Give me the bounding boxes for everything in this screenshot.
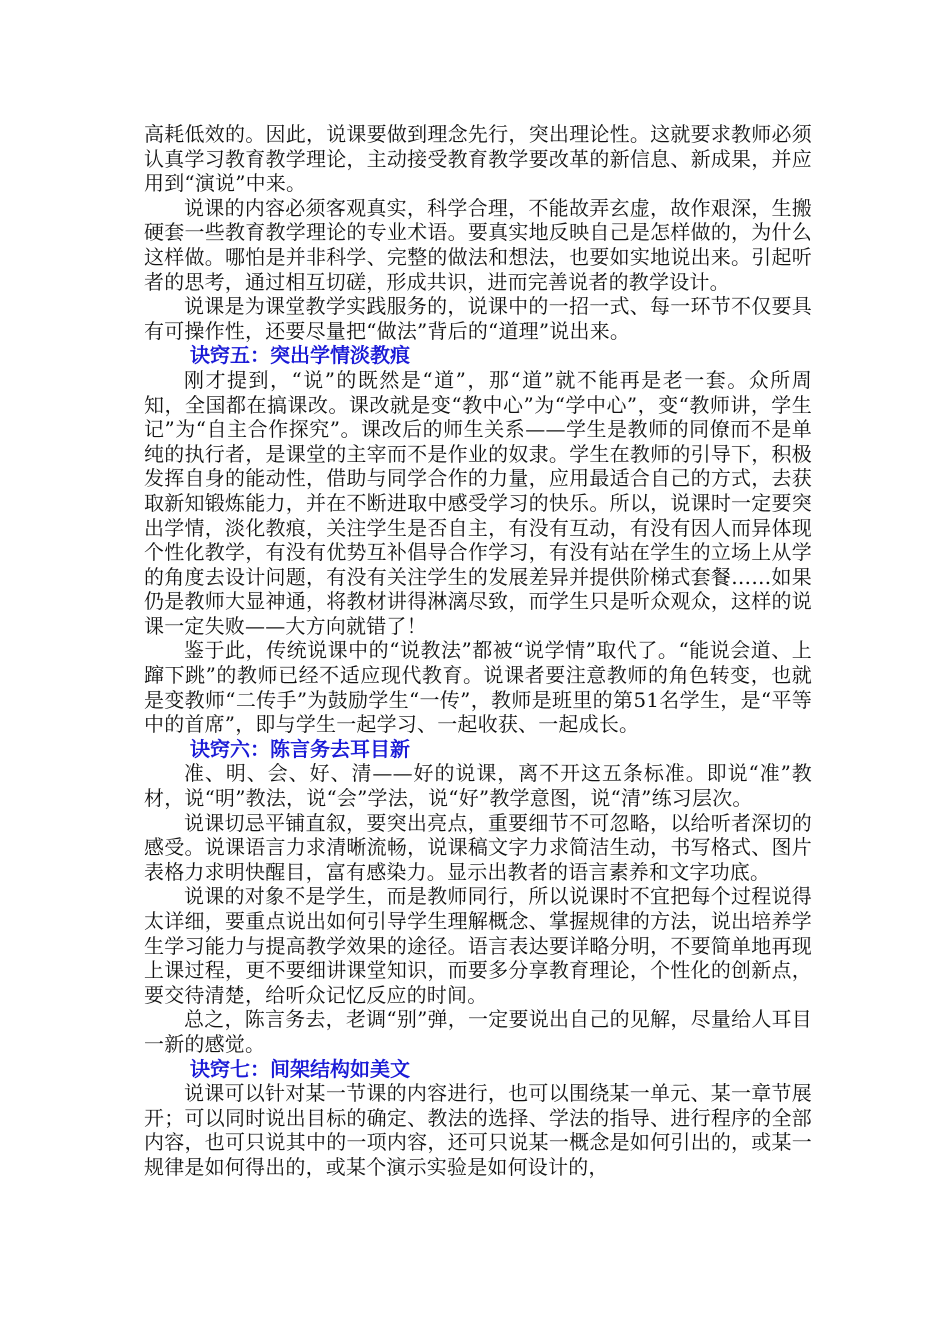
document-page: [144, 122, 812, 1180]
body-paragraph: 高耗低效的。因此，说课要做到理念先行，突出理论性。这就要求教师必须认真学习教育教学理论，主动接受教育教学要改革的新信息、新成果，并应用到“演说”中来。: [144, 122, 812, 196]
body-paragraph: 说课可以针对某一节课的内容进行，也可以围绕某一单元、某一章节展开；可以同时说出目标的确定、教法的选择、学法的指导、进行程序的全部内容，也可只说其中的一项内容，还可只说某一概念是如何引出的，或某一规律是如何得出的，或某个演示实验是如何设计的，: [144, 1081, 812, 1179]
body-paragraph: 总之，陈言务去，老调“别”弹，一定要说出自己的见解，尽量给人耳目一新的感觉。: [144, 1007, 812, 1056]
section-heading: 诀窍六：陈言务去耳目新: [190, 736, 410, 761]
body-paragraph: 说课的对象不是学生，而是教师同行，所以说课时不宜把每个过程说得太详细，要重点说出如何引导学生理解概念、掌握规律的方法，说出培养学生学习能力与提高教学效果的途径。语言表达要详略分明，不要简单地再现上课过程，更不要细讲课堂知识，而要多分享教育理论，个性化的创新点，要交待清楚，给听众记忆反应的时间。: [144, 884, 812, 1007]
body-paragraph: 鉴于此，传统说课中的“说教法”都被“说学情”取代了。“能说会道、上蹿下跳”的教师已经不适应现代教育。说课者要注意教师的角色转变，也就是变教师“二传手”为鼓励学生“一传”，教师是班里的第51名学生，是“平等中的首席”，即与学生一起学习、一起收获、一起成长。: [144, 638, 812, 737]
body-paragraph: 说课切忌平铺直叙，要突出亮点，重要细节不可忽略，以给听者深切的感受。说课语言力求清晰流畅，说课稿文字力求简洁生动，书写格式、图片表格力求明快醒目，富有感染力。显示出教者的语言素养和文字功底。: [144, 810, 812, 884]
body-paragraph: 说课的内容必须客观真实，科学合理，不能故弄玄虚，故作艰深，生搬硬套一些教育教学理论的专业术语。要真实地反映自己是怎样做的，为什么这样做。哪怕是并非科学、完整的做法和想法，也要如实地说出来。引起听者的思考，通过相互切磋，形成共识，进而完善说者的教学设计。: [144, 195, 812, 294]
body-paragraph: 刚才提到，“说”的既然是“道”，那“道”就不能再是老一套。众所周知，全国都在搞课改。课改就是变“教中心”为“学中心”，变“教师讲，学生记”为“自主合作探究”。课改后的师生关系——学生是教师的同僚而不是单纯的执行者，是课堂的主宰而不是作业的奴隶。学生在教师的引导下，积极发挥自身的能动性，借助与同学合作的力量，应用最适合自己的方式，去获取新知锻炼能力，并在不断进取中感受学习的快乐。所以，说课时一定要突出学情，淡化教痕，关注学生是否自主，有没有互动，有没有因人而异体现个性化教学，有没有优势互补倡导合作学习，有没有站在学生的立场上从学的角度去设计问题，有没有关注学生的发展差异并提供阶梯式套餐……如果仍是教师大显神通，将教材讲得淋漓尽致，而学生只是听众观众，这样的说课一定失败——大方向就错了！: [144, 367, 812, 638]
body-paragraph: 说课是为课堂教学实践服务的，说课中的一招一式、每一环节不仅要具有可操作性，还要尽量把“做法”背后的“道理”说出来。: [144, 294, 812, 343]
section-heading: 诀窍五：突出学情淡教痕: [190, 343, 410, 368]
section-heading: 诀窍七：间架结构如美文: [190, 1056, 410, 1081]
body-paragraph: 准、明、会、好、清——好的说课，离不开这五条标准。即说“准”教材，说“明”教法，说“会”学法，说“好”教学意图，说“清”练习层次。: [144, 761, 812, 811]
